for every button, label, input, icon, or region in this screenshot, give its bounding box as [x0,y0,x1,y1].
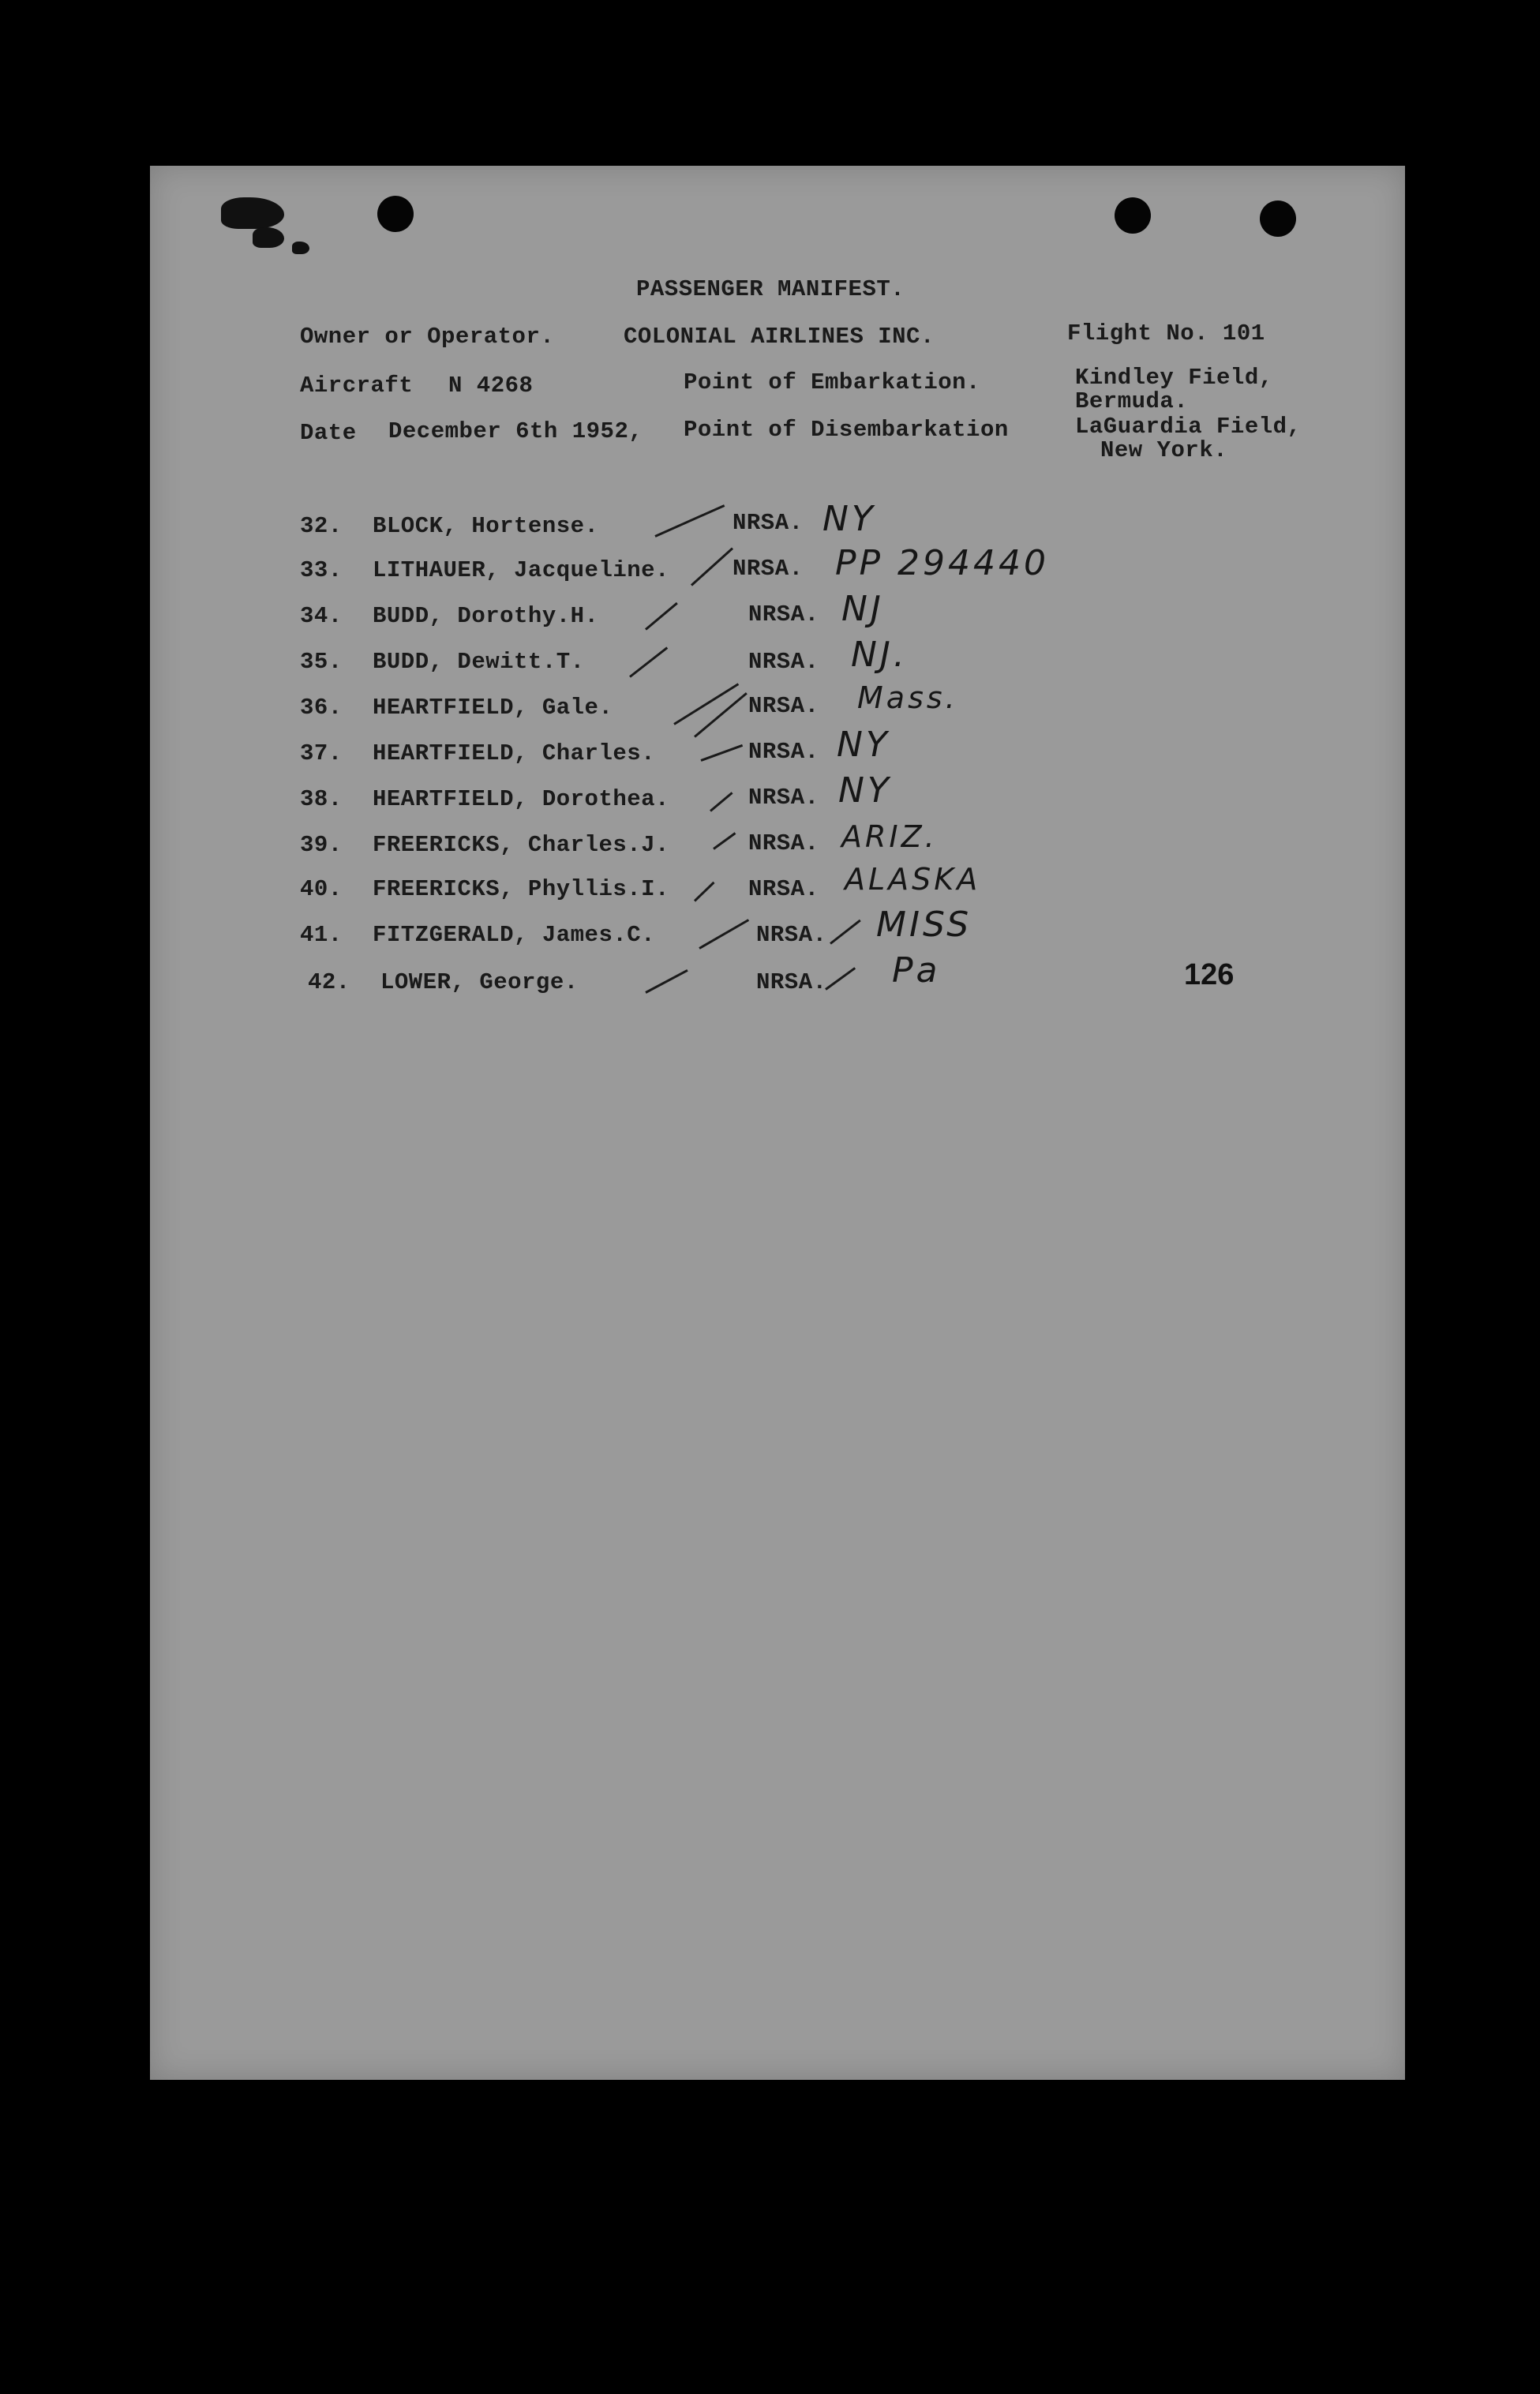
passenger-name: BLOCK, Hortense. [373,513,599,539]
date-value: December 6th 1952, [388,418,643,444]
passenger-status: NRSA. [756,922,827,948]
aircraft-label: Aircraft [300,373,414,399]
punch-hole [1115,197,1151,234]
check-mark [694,882,715,902]
handwritten-note: NJ [841,589,884,629]
passenger-name: LITHAUER, Jacqueline. [373,557,669,583]
handwritten-note: NJ. [851,635,908,675]
handwritten-note: ARIZ. [841,819,938,854]
passenger-number: 36. [300,695,343,721]
check-mark [710,792,733,811]
handwritten-note: NY [838,770,892,811]
check-mark [645,602,678,631]
check-mark [673,683,739,725]
passenger-status: NRSA. [748,649,819,675]
page-number: 126 [1184,958,1235,991]
ink-smudge [292,242,309,254]
handwritten-note: ALASKA [845,862,981,897]
passenger-number: 35. [300,649,343,675]
manifest-title: PASSENGER MANIFEST. [636,276,905,302]
passenger-number: 41. [300,922,343,948]
passenger-name: HEARTFIELD, Gale. [373,695,613,721]
passenger-status: NRSA. [748,693,819,719]
disembarkation-value: LaGuardia Field, [1075,414,1302,440]
check-mark [645,969,688,994]
punch-hole [377,196,414,232]
embarkation-value-2: Bermuda. [1075,388,1189,414]
handwritten-note: PP 294440 [835,543,1050,583]
owner-label: Owner or Operator. [300,324,555,350]
passenger-number: 32. [300,513,343,539]
passenger-status: NRSA. [756,969,827,995]
ink-smudge [253,227,284,248]
passenger-status: NRSA. [748,601,819,628]
handwritten-note: NY [837,725,890,765]
check-mark [699,919,749,950]
passenger-status: NRSA. [733,510,804,536]
passenger-name: LOWER, George. [380,969,579,995]
embarkation-value: Kindley Field, [1075,365,1273,391]
handwritten-note: NY [822,499,876,539]
punch-hole [1260,200,1296,237]
check-mark [654,504,725,538]
owner-value: COLONIAL AIRLINES INC. [624,324,935,350]
passenger-number: 38. [300,786,343,812]
passenger-name: BUDD, Dewitt.T. [373,649,585,675]
passenger-number: 39. [300,832,343,858]
passenger-name: FREERICKS, Phyllis.I. [373,876,669,902]
passenger-name: HEARTFIELD, Dorothea. [373,786,669,812]
passenger-name: HEARTFIELD, Charles. [373,740,656,766]
passenger-number: 40. [300,876,343,902]
passenger-number: 34. [300,603,343,629]
check-mark [713,832,736,849]
check-mark [830,920,861,945]
handwritten-note: MISS [876,905,972,945]
passenger-status: NRSA. [748,785,819,811]
aircraft-value: N 4268 [448,373,534,399]
date-label: Date [300,420,357,446]
check-mark [691,548,733,586]
check-mark [700,744,743,762]
ink-smudge [221,197,284,229]
passenger-number: 37. [300,740,343,766]
disembarkation-value-2: New York. [1100,437,1228,463]
passenger-name: FITZGERALD, James.C. [373,922,656,948]
check-mark [694,692,748,738]
flight-number: Flight No. 101 [1067,320,1265,347]
passenger-number: 33. [300,557,343,583]
manifest-sheet [150,166,1405,2080]
passenger-status: NRSA. [748,876,819,902]
passenger-name: BUDD, Dorothy.H. [373,603,599,629]
disembarkation-label: Point of Disembarkation [684,417,1009,443]
passenger-status: NRSA. [748,830,819,856]
passenger-status: NRSA. [733,556,804,582]
check-mark [629,646,668,677]
handwritten-note: Mass. [857,680,958,715]
passenger-name: FREERICKS, Charles.J. [373,832,669,858]
passenger-number: 42. [308,969,350,995]
embarkation-label: Point of Embarkation. [684,369,980,395]
handwritten-note: Pa [892,950,941,991]
check-mark [825,967,856,990]
passenger-status: NRSA. [748,739,819,765]
